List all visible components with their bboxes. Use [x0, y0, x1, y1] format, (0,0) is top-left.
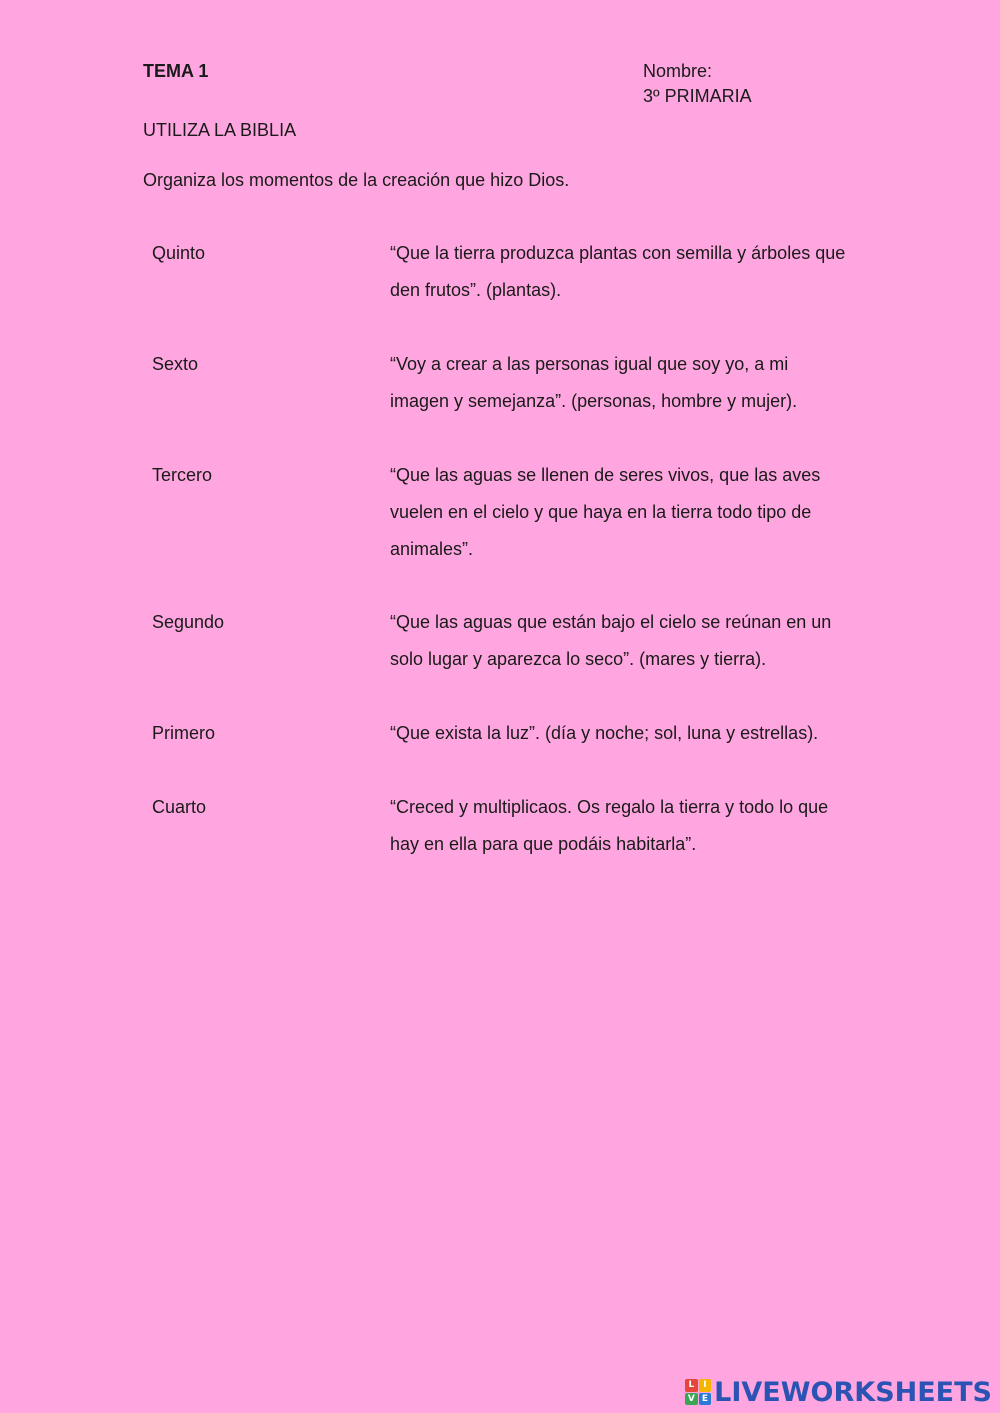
- row-label: Primero: [152, 723, 216, 743]
- instruction: Organiza los momentos de la creación que hizo Dios.: [143, 170, 570, 190]
- tema-title: TEMA 1: [143, 61, 209, 81]
- badge-letter: L: [685, 1379, 698, 1392]
- liveworksheets-logo[interactable]: [685, 1375, 992, 1409]
- row-text: “Que la tierra produzca plantas con semilla y árboles que den frutos”. (plantas).: [390, 243, 846, 300]
- row-text: “Voy a crear a las personas igual que soy yo, a mi imagen y semejanza”. (personas, hombre y mujer).: [390, 354, 798, 411]
- row-text: “Que exista la luz”. (día y noche; sol, luna y estrellas).: [390, 723, 819, 743]
- row-text: “Que las aguas que están bajo el cielo se reúnan en un solo lugar y aparezca lo seco”. (mares y tierra).: [390, 612, 832, 669]
- subtitle: UTILIZA LA BIBLIA: [143, 120, 297, 140]
- row-label: Tercero: [152, 465, 213, 485]
- curso-label: 3º PRIMARIA: [643, 86, 752, 106]
- row-label: Segundo: [152, 612, 225, 632]
- row-label: Cuarto: [152, 797, 207, 817]
- row-text: “Creced y multiplicaos. Os regalo la tierra y todo lo que hay en ella para que podáis habitarla”.: [390, 797, 829, 854]
- badge-letter: I: [699, 1379, 712, 1392]
- logo-badge-icon: [685, 1379, 711, 1405]
- logo-text: LIVEWORKSHEETS: [714, 1376, 992, 1408]
- row-label: Sexto: [152, 354, 199, 374]
- badge-letter: V: [685, 1393, 698, 1406]
- row-label: Quinto: [152, 243, 206, 263]
- badge-letter: E: [699, 1393, 712, 1406]
- nombre-label: Nombre:: [643, 61, 713, 81]
- row-text: “Que las aguas se llenen de seres vivos, que las aves vuelen en el cielo y que haya en la tierra todo tipo de animales”.: [390, 465, 821, 559]
